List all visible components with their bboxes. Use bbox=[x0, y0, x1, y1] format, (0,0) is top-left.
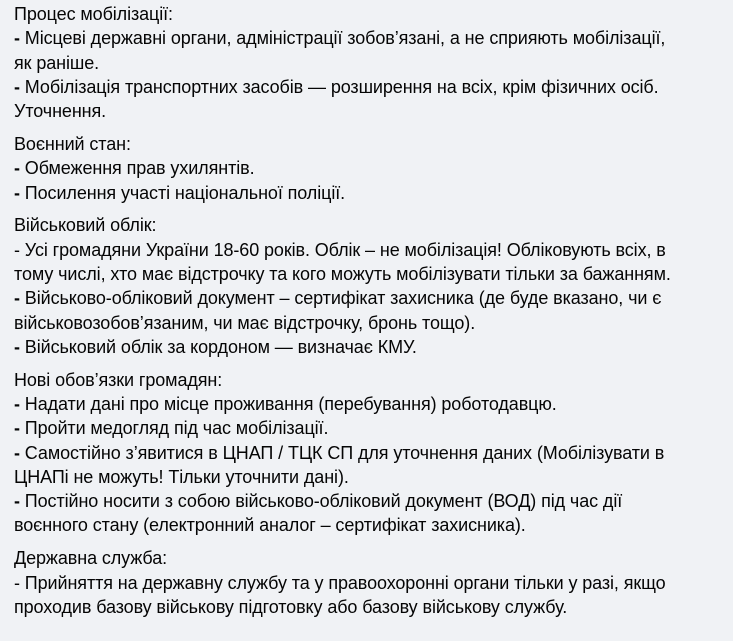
list-item-line: - Постійно носити з собою військово-обліковий документ (ВОД) під час дії bbox=[14, 491, 623, 512]
list-item-line: - Військовий облік за кордоном — визначає КМУ. bbox=[14, 336, 417, 357]
section-heading: Процес мобілізації: bbox=[14, 4, 173, 24]
list-item-line: - Посилення участі національної поліції. bbox=[14, 182, 346, 203]
list-item bbox=[14, 441, 719, 490]
list-item-line: - Прийняття на державну службу та у правоохоронні органи тільки у разі, якщо bbox=[14, 572, 666, 593]
list-item-line: проходив базову військову підготовку або базову військову службу. bbox=[14, 596, 568, 617]
section bbox=[14, 546, 719, 619]
list-item-line: - Обмеження прав ухилянтів. bbox=[14, 158, 255, 179]
list-item bbox=[14, 75, 719, 124]
section-heading: Військовий облік: bbox=[14, 215, 157, 236]
list-item-line: як раніше. bbox=[14, 52, 100, 73]
list-item-line: - Мобілізація транспортних засобів — розширення на всіх, крім фізичних осіб. bbox=[14, 76, 659, 97]
list-item bbox=[14, 156, 719, 180]
section bbox=[14, 2, 719, 123]
list-item-line: військовозобов’язаним, чи має відстрочку, бронь тощо). bbox=[14, 312, 476, 333]
section-heading: Державна служба: bbox=[14, 548, 168, 569]
list-item-line: ЦНАПі не можуть! Тільки уточнити дані). bbox=[14, 466, 349, 487]
section-heading: Воєнний стан: bbox=[14, 133, 131, 154]
list-item bbox=[14, 181, 719, 205]
list-item bbox=[14, 238, 719, 287]
list-item-line: - Місцеві державні органи, адміністрації зобов’язані, а не сприяють мобілізації, bbox=[14, 28, 666, 49]
list-item-line: воєнного стану (електронний аналог – сертифікат захисника). bbox=[14, 515, 526, 536]
list-item-line: - Надати дані про місце проживання (перебування) роботодавцю. bbox=[14, 393, 557, 414]
list-item-line: - Пройти медогляд під час мобілізації. bbox=[14, 418, 329, 439]
list-item-line: Уточнення. bbox=[14, 101, 107, 122]
list-item bbox=[14, 416, 719, 440]
list-item-line: - Військово-обліковий документ – сертифікат захисника (де буде вказано, чи є bbox=[14, 288, 662, 309]
list-item-line: - Самостійно з’явитися в ЦНАП / ТЦК СП для уточнення даних (Мобілізувати в bbox=[14, 442, 665, 463]
list-item bbox=[14, 392, 719, 416]
list-item bbox=[14, 286, 719, 335]
list-item bbox=[14, 489, 719, 538]
list-item bbox=[14, 335, 719, 359]
section bbox=[14, 213, 719, 359]
section bbox=[14, 368, 719, 538]
list-item-line: тому числі, хто має відстрочку та кого можуть мобілізувати тільки за бажанням. bbox=[14, 263, 671, 284]
section bbox=[14, 132, 719, 205]
list-item bbox=[14, 26, 719, 75]
list-item bbox=[14, 571, 719, 620]
list-item-line: - Усі громадяни України 18-60 років. Облік – не мобілізація! Обліковують всіх, в bbox=[14, 239, 666, 260]
section-heading: Нові обов’язки громадян: bbox=[14, 369, 223, 390]
